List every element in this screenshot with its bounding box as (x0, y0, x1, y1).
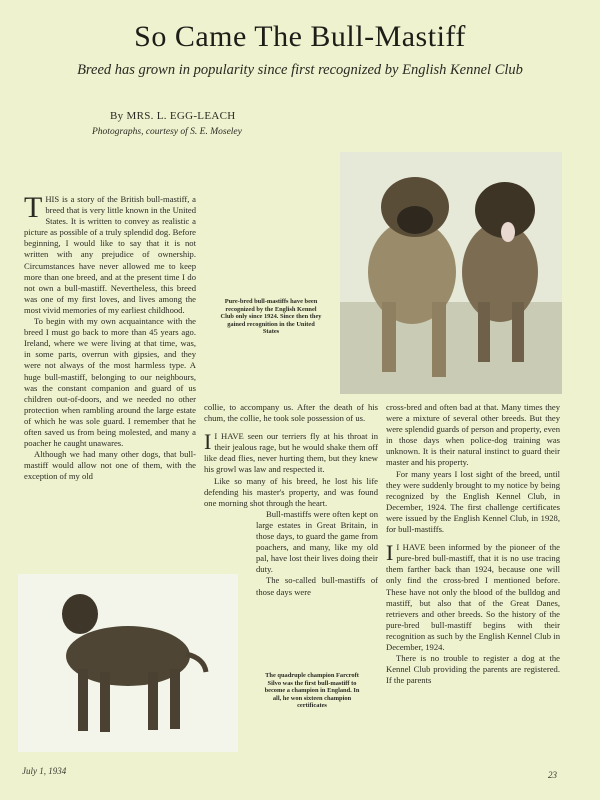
article-title: So Came The Bull-Mastiff (134, 20, 466, 53)
col1-paragraph-1: HIS is a story of the British bull-mastiff, a breed that is very little known in the United States. It is written to convey as realistic a picture as possible of a truly splendid dog. Before beginning, I would like to say that it is not written with any prejudice of ownership. Circumstances have never allowed me to keep more than one breed, and at the present time I do not own a bull-mastiff. Nevertheless, this breed was one of my first loves, and lives among the most vivid memories of my earliest childhood. (24, 194, 196, 315)
col2-paragraph-4: Bull-mastiffs were often kept on large estates in Great Britain, in those days, to guard the game from poachers, and many, like my old pal, have lost their lives doing their duty. (256, 508, 378, 575)
article-subtitle: Breed has grown in popularity since first recognized by English Kennel Club (77, 62, 523, 78)
col3-paragraph-1: cross-bred and often bad at that. Many times they were a mixture of several other breeds. But they were splendid guards of person and property, even in those days when police-dog training was unknown. It is their natural instinct to guard their master and his property. (386, 402, 560, 468)
col2-paragraph-1: collie, to accompany us. After the death of his chum, the collie, he took sole possession of us. (204, 402, 378, 424)
footer-date: July 1, 1934 (22, 766, 67, 776)
drop-cap-2: I (204, 429, 212, 455)
drop-cap: T (24, 191, 43, 224)
col2-paragraph-5: The so-called bull-mastiffs of those days were (256, 575, 378, 597)
two-bull-mastiffs-image (340, 152, 562, 394)
column-2 (204, 402, 378, 598)
byline: By MRS. L. EGG-LEACH (110, 110, 236, 122)
col1-paragraph-3: Although we had many other dogs, that bull-mastiff would allow not one of them, with the exception of my old (24, 449, 196, 482)
photo-two-dogs (340, 152, 562, 394)
photo-caption-bottom: The quadruple champion Farcroft Silvo was the first bull-mastiff to become a champion in England. In all, he won sixteen champion certificates (264, 672, 360, 710)
page-number: 23 (548, 770, 557, 780)
photo-credit: Photographs, courtesy of S. E. Moseley (92, 127, 242, 137)
col3-paragraph-3: I HAVE been informed by the pioneer of the pure-bred bull-mastiff, that it is no use tracing them farther back than 1924, because one will only find the cross-bred I mentioned before. These have not only the blood of the bulldog and mastiff, but also that of the Great Danes, retrievers and other breeds. So the history of the pure-bred bull-mastiff begins with their recognition as such by the English Kennel Club in December, 1924. (386, 542, 560, 652)
col3-paragraph-2: For many years I lost sight of the breed, until they were suddenly brought to my notice by being recognized by the English Kennel Club, in December, 1924. The first challenge certificates were issued by the English Kennel Club, in 1928, for bull-mastiffs. (386, 468, 560, 535)
col2-paragraph-3: Like so many of his breed, he lost his life defending his master's property, and was found one morning shot through the heart. (204, 475, 378, 508)
drop-cap-3: I (386, 540, 394, 566)
photo-single-dog (18, 574, 238, 752)
col2-paragraph-2: I HAVE seen our terriers fly at his throat in their jealous rage, but he would shake them off like dead flies, never hurting them, but they knew his growl was law and respected it. (204, 431, 378, 475)
photo-caption-top: Pure-bred bull-mastiffs have been recognized by the English Kennel Club only since 1924. Since then they gained recognition in the United States (220, 298, 322, 336)
col1-paragraph-2: To begin with my own acquaintance with the breed I must go back to more than 45 years ago. Ireland, where we were living at that time, was, in some parts, overrun with gipsies, and they were not always of the most harmless type. A huge bull-mastiff, belonging to our neighbours, was the constant companion and guard of us children out-of-doors, and we needed no other protection when rambling around the large estate of which he was sole guard. I remember that he often saved us from being molested, and many a poacher he caught unawares. (24, 316, 196, 449)
farcroft-silvo-image (18, 574, 238, 752)
col3-paragraph-4: There is no trouble to register a dog at the Kennel Club providing the parents are registered. If the parents (386, 653, 560, 686)
column-3 (386, 402, 560, 686)
column-1 (24, 191, 196, 482)
